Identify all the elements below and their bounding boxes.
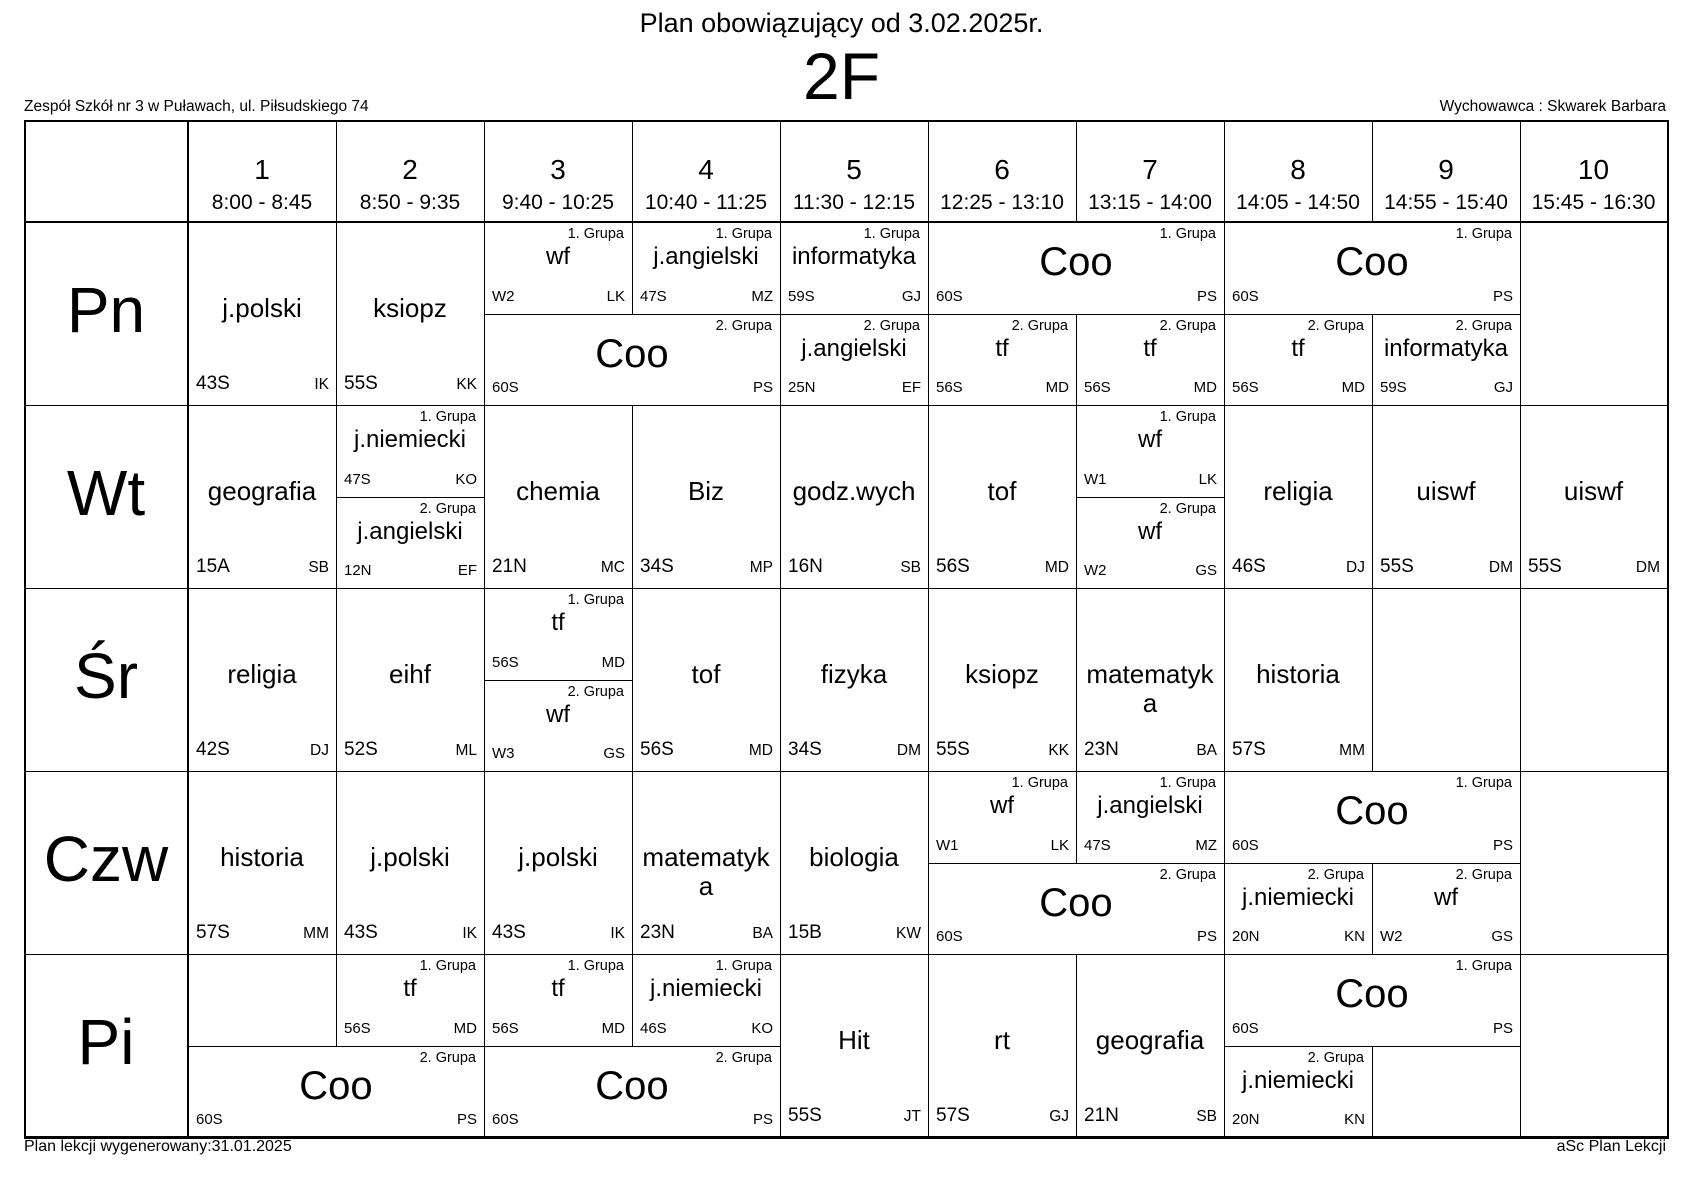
lesson-room: 15B bbox=[788, 922, 822, 943]
lesson-teacher: MD bbox=[1045, 379, 1069, 396]
lesson-teacher: MZ bbox=[1195, 837, 1217, 854]
lesson-subject: matematyka bbox=[642, 841, 770, 901]
lesson-teacher: KO bbox=[751, 1020, 773, 1037]
lesson-teacher: GJ bbox=[901, 288, 921, 305]
lesson-room: 47S bbox=[640, 288, 667, 305]
group-label: 1. Grupa bbox=[1455, 775, 1512, 791]
lesson-room: 42S bbox=[196, 739, 230, 760]
day-label: Czw bbox=[43, 822, 169, 895]
app-name: aSc Plan Lekcji bbox=[1556, 1138, 1666, 1155]
lesson-teacher: MM bbox=[1339, 742, 1365, 759]
day-label: Pi bbox=[77, 1005, 135, 1078]
lesson-subject: fizyka bbox=[820, 658, 888, 689]
lesson-subject: wf bbox=[546, 243, 570, 270]
lesson-room: 56S bbox=[936, 379, 963, 396]
lesson-teacher: DJ bbox=[310, 742, 329, 759]
lesson-room: 56S bbox=[492, 654, 519, 671]
lesson-room: 57S bbox=[936, 1105, 970, 1126]
period-number: 7 bbox=[1142, 154, 1158, 185]
period-time: 14:05 - 14:50 bbox=[1236, 191, 1360, 214]
lesson-subject: Coo bbox=[1039, 240, 1113, 284]
lesson-room: W1 bbox=[1084, 471, 1107, 488]
lesson-subject: uiswf bbox=[1563, 475, 1624, 506]
lesson-subject: j.niemiecki bbox=[1241, 1067, 1355, 1094]
period-number: 9 bbox=[1438, 154, 1454, 185]
lesson-subject: j.angielski bbox=[801, 335, 907, 362]
group-label: 1. Grupa bbox=[419, 958, 476, 974]
lesson-subject: j.niemiecki bbox=[1241, 884, 1355, 911]
lesson-room: 55S bbox=[1380, 556, 1414, 577]
period-number: 5 bbox=[846, 154, 862, 185]
empty-cell-right bbox=[1667, 771, 1668, 954]
lesson-subject: Hit bbox=[838, 1024, 870, 1055]
lesson-cell-bottom bbox=[928, 1137, 1077, 1138]
lesson-subject: godz.wych bbox=[792, 475, 916, 506]
lesson-subject: Coo bbox=[299, 1064, 373, 1108]
lesson-teacher: IK bbox=[462, 925, 477, 942]
lesson-teacher: IK bbox=[610, 925, 625, 942]
period-time: 8:50 - 9:35 bbox=[359, 191, 461, 214]
lesson-teacher: MD bbox=[601, 654, 625, 671]
page-title: Plan obowiązujący od 3.02.2025r. bbox=[639, 8, 1044, 38]
lesson-teacher: PS bbox=[1492, 288, 1513, 305]
group-label: 2. Grupa bbox=[863, 318, 920, 334]
lesson-room: 23N bbox=[1084, 739, 1119, 760]
lesson-room: 20N bbox=[1232, 1111, 1260, 1128]
lesson-subject: wf bbox=[1434, 884, 1458, 911]
group-label: 2. Grupa bbox=[1455, 867, 1512, 883]
group-label: 1. Grupa bbox=[567, 958, 624, 974]
lesson-room: 57S bbox=[196, 922, 230, 943]
lesson-cell-bottom bbox=[780, 1137, 929, 1138]
lesson-room: 46S bbox=[640, 1020, 667, 1037]
lesson-subject: j.polski bbox=[518, 841, 598, 872]
lesson-room: W2 bbox=[492, 288, 515, 305]
lesson-subject: tf bbox=[995, 335, 1009, 362]
lesson-teacher: EF bbox=[901, 379, 921, 396]
lesson-room: W2 bbox=[1084, 562, 1107, 579]
lesson-subject: tf bbox=[403, 975, 417, 1002]
lesson-room: 43S bbox=[492, 922, 526, 943]
lesson-teacher: DJ bbox=[1346, 559, 1365, 576]
lesson-room: 55S bbox=[788, 1105, 822, 1126]
group-label: 1. Grupa bbox=[567, 592, 624, 608]
lesson-teacher: IK bbox=[314, 376, 329, 393]
group-label: 1. Grupa bbox=[1159, 775, 1216, 791]
period-number: 6 bbox=[994, 154, 1010, 185]
period-time: 14:55 - 15:40 bbox=[1384, 191, 1508, 214]
lesson-room: 55S bbox=[936, 739, 970, 760]
lesson-subject: Coo bbox=[1335, 789, 1409, 833]
period-time: 8:00 - 8:45 bbox=[211, 191, 313, 214]
lesson-teacher: BA bbox=[1196, 742, 1217, 759]
empty-cell-right bbox=[1667, 588, 1668, 771]
lesson-cell-right bbox=[1372, 1046, 1373, 1138]
lesson-room: 47S bbox=[1084, 837, 1111, 854]
lesson-subject: chemia bbox=[516, 475, 600, 506]
lesson-teacher: MC bbox=[600, 559, 625, 576]
lesson-room: 52S bbox=[344, 739, 378, 760]
lesson-teacher: KN bbox=[1344, 928, 1365, 945]
lesson-teacher: DM bbox=[1488, 559, 1513, 576]
lesson-room: 20N bbox=[1232, 928, 1260, 945]
lesson-subject: tf bbox=[1291, 335, 1305, 362]
lesson-subject: j.polski bbox=[222, 292, 302, 323]
lesson-teacher: SB bbox=[308, 559, 329, 576]
lesson-room: 56S bbox=[640, 739, 674, 760]
lesson-room: 60S bbox=[492, 379, 519, 396]
group-label: 2. Grupa bbox=[1455, 318, 1512, 334]
lesson-teacher: DM bbox=[1635, 559, 1660, 576]
lesson-teacher: KW bbox=[896, 925, 921, 942]
lesson-teacher: PS bbox=[1492, 1020, 1513, 1037]
school-name: Zespół Szkół nr 3 w Puławach, ul. Piłsudskiego 74 bbox=[24, 98, 369, 115]
lesson-subject: wf bbox=[546, 701, 570, 728]
group-label: 2. Grupa bbox=[1307, 1050, 1364, 1066]
lesson-room: 60S bbox=[1232, 288, 1259, 305]
lesson-room: 12N bbox=[344, 562, 372, 579]
group-label: 2. Grupa bbox=[419, 501, 476, 517]
lesson-subject: Coo bbox=[595, 332, 669, 376]
lesson-room: 60S bbox=[936, 928, 963, 945]
lesson-teacher: MD bbox=[748, 742, 773, 759]
lesson-subject: j.angielski bbox=[653, 243, 759, 270]
group-label: 1. Grupa bbox=[1455, 226, 1512, 242]
lesson-room: 57S bbox=[1232, 739, 1266, 760]
lesson-teacher: BA bbox=[752, 925, 773, 942]
lesson-teacher: KK bbox=[1048, 742, 1069, 759]
generated-date: Plan lekcji wygenerowany:31.01.2025 bbox=[24, 1138, 292, 1155]
lesson-room: 21N bbox=[1084, 1105, 1119, 1126]
lesson-teacher: PS bbox=[1196, 288, 1217, 305]
lesson-subject: wf bbox=[1138, 518, 1162, 545]
empty-cell-left bbox=[1520, 771, 1521, 954]
lesson-teacher: MD bbox=[1044, 559, 1069, 576]
lesson-subject: j.niemiecki bbox=[649, 975, 763, 1002]
lesson-teacher: KK bbox=[456, 376, 477, 393]
empty-cell-left bbox=[1372, 588, 1373, 771]
lesson-subject: informatyka bbox=[791, 243, 917, 270]
lesson-room: 34S bbox=[640, 556, 674, 577]
lesson-subject: geografia bbox=[207, 475, 317, 506]
period-number: 10 bbox=[1577, 154, 1610, 185]
group-label: 1. Grupa bbox=[419, 409, 476, 425]
lesson-teacher: ML bbox=[455, 742, 477, 759]
group-label: 1. Grupa bbox=[1455, 958, 1512, 974]
lesson-subject: historia bbox=[220, 841, 304, 872]
lesson-teacher: MD bbox=[1193, 379, 1217, 396]
period-number: 2 bbox=[402, 154, 418, 185]
lesson-teacher: PS bbox=[1196, 928, 1217, 945]
period-time: 9:40 - 10:25 bbox=[501, 191, 615, 214]
lesson-teacher: LK bbox=[1050, 837, 1069, 854]
lesson-teacher: KN bbox=[1344, 1111, 1365, 1128]
empty-cell-left bbox=[1520, 954, 1521, 1137]
lesson-room: 47S bbox=[344, 471, 371, 488]
lesson-room: 55S bbox=[1528, 556, 1562, 577]
group-label: 2. Grupa bbox=[1159, 501, 1216, 517]
lesson-subject: j.angielski bbox=[357, 518, 463, 545]
lesson-room: 59S bbox=[1380, 379, 1407, 396]
lesson-room: 60S bbox=[1232, 837, 1259, 854]
lesson-teacher: GJ bbox=[1493, 379, 1513, 396]
group-label: 2. Grupa bbox=[1307, 867, 1364, 883]
lesson-teacher: LK bbox=[1198, 471, 1217, 488]
period-number: 4 bbox=[698, 154, 714, 185]
lesson-teacher: KO bbox=[455, 471, 477, 488]
lesson-subject: historia bbox=[1256, 658, 1340, 689]
day-label: Wt bbox=[66, 456, 146, 529]
period-time: 10:40 - 11:25 bbox=[644, 191, 768, 214]
lesson-subject: rt bbox=[994, 1024, 1010, 1055]
period-number: 1 bbox=[254, 154, 270, 185]
lesson-subject: tof bbox=[691, 658, 721, 689]
empty-cell-left bbox=[1520, 588, 1521, 771]
day-label: Śr bbox=[74, 639, 138, 712]
lesson-subject: informatyka bbox=[1383, 335, 1509, 362]
lesson-room: 56S bbox=[492, 1020, 519, 1037]
lesson-teacher: SB bbox=[900, 559, 921, 576]
lesson-teacher: PS bbox=[456, 1111, 477, 1128]
lesson-teacher: MP bbox=[749, 559, 773, 576]
lesson-room: 56S bbox=[1232, 379, 1259, 396]
lesson-room: W3 bbox=[492, 745, 515, 762]
lesson-subject: tf bbox=[551, 975, 565, 1002]
lesson-room: 46S bbox=[1232, 556, 1266, 577]
lesson-teacher: MD bbox=[1341, 379, 1365, 396]
lesson-teacher: GS bbox=[603, 745, 625, 762]
lesson-subject: j.niemiecki bbox=[353, 426, 467, 453]
group-label: 1. Grupa bbox=[567, 226, 624, 242]
group-label: 1. Grupa bbox=[1159, 226, 1216, 242]
lesson-subject: geografia bbox=[1095, 1024, 1205, 1055]
group-label: 2. Grupa bbox=[1011, 318, 1068, 334]
lesson-room: 60S bbox=[492, 1111, 519, 1128]
lesson-room: 60S bbox=[936, 288, 963, 305]
lesson-room: 15A bbox=[196, 556, 230, 577]
lesson-subject: wf bbox=[1138, 426, 1162, 453]
lesson-room: 23N bbox=[640, 922, 675, 943]
class-tutor: Wychowawca : Skwarek Barbara bbox=[1439, 98, 1666, 115]
lesson-subject: j.angielski bbox=[1097, 792, 1203, 819]
table-border-left bbox=[24, 120, 26, 1139]
lesson-teacher: PS bbox=[752, 379, 773, 396]
lesson-subject: matematyka bbox=[1086, 658, 1214, 718]
group-label: 1. Grupa bbox=[715, 958, 772, 974]
period-number: 8 bbox=[1290, 154, 1306, 185]
lesson-subject: Coo bbox=[1335, 240, 1409, 284]
lesson-subject: eihf bbox=[389, 658, 431, 689]
lesson-subject: religia bbox=[227, 658, 297, 689]
lesson-teacher: SB bbox=[1196, 1108, 1217, 1125]
lesson-room: 60S bbox=[1232, 1020, 1259, 1037]
lesson-subject: uiswf bbox=[1416, 475, 1476, 506]
lesson-teacher: GJ bbox=[1049, 1108, 1069, 1125]
lesson-teacher: PS bbox=[1492, 837, 1513, 854]
group-label: 2. Grupa bbox=[567, 684, 624, 700]
empty-cell-right bbox=[1667, 954, 1668, 1137]
lesson-teacher: LK bbox=[606, 288, 625, 305]
lesson-subject: tof bbox=[987, 475, 1017, 506]
lesson-teacher: DM bbox=[896, 742, 921, 759]
group-label: 2. Grupa bbox=[1159, 867, 1216, 883]
lesson-teacher: GS bbox=[1195, 562, 1217, 579]
lesson-subject: Biz bbox=[687, 475, 725, 506]
lesson-room: W1 bbox=[936, 837, 959, 854]
group-label: 2. Grupa bbox=[1307, 318, 1364, 334]
period-time: 13:15 - 14:00 bbox=[1088, 191, 1212, 214]
period-time: 12:25 - 13:10 bbox=[940, 191, 1064, 214]
lesson-teacher: GS bbox=[1491, 928, 1513, 945]
lesson-teacher: MD bbox=[453, 1020, 477, 1037]
lesson-subject: ksiopz bbox=[373, 292, 447, 323]
lesson-room: 59S bbox=[788, 288, 815, 305]
group-label: 2. Grupa bbox=[419, 1050, 476, 1066]
lesson-teacher: PS bbox=[752, 1111, 773, 1128]
lesson-cell-bottom bbox=[1076, 1137, 1225, 1138]
lesson-room: 25N bbox=[788, 379, 816, 396]
empty-cell-right bbox=[1667, 222, 1668, 405]
lesson-room: 56S bbox=[344, 1020, 371, 1037]
lesson-room: 43S bbox=[344, 922, 378, 943]
lesson-subject: j.polski bbox=[370, 841, 450, 872]
group-label: 2. Grupa bbox=[1159, 318, 1216, 334]
lesson-room: W2 bbox=[1380, 928, 1403, 945]
lesson-subject: tf bbox=[1143, 335, 1157, 362]
lesson-subject: Coo bbox=[595, 1064, 669, 1108]
empty-cell-left bbox=[1520, 222, 1521, 405]
period-number: 3 bbox=[550, 154, 566, 185]
group-label: 2. Grupa bbox=[715, 1050, 772, 1066]
lesson-subject: religia bbox=[1263, 475, 1333, 506]
class-name: 2F bbox=[802, 39, 881, 113]
lesson-subject: Coo bbox=[1039, 881, 1113, 925]
lesson-cell-bottom bbox=[1224, 1137, 1373, 1138]
lesson-subject: wf bbox=[990, 792, 1014, 819]
lesson-cell-bottom bbox=[484, 1137, 781, 1138]
lesson-room: 43S bbox=[196, 373, 230, 394]
period-time: 15:45 - 16:30 bbox=[1531, 191, 1656, 214]
table-border-top bbox=[24, 120, 1667, 122]
group-label: 2. Grupa bbox=[715, 318, 772, 334]
lesson-subject: tf bbox=[551, 609, 565, 636]
lesson-cell-right bbox=[1667, 405, 1668, 589]
group-label: 1. Grupa bbox=[863, 226, 920, 242]
lesson-teacher: MZ bbox=[751, 288, 773, 305]
lesson-room: 60S bbox=[196, 1111, 223, 1128]
lesson-room: 56S bbox=[936, 556, 970, 577]
lesson-teacher: EF bbox=[457, 562, 477, 579]
group-label: 1. Grupa bbox=[715, 226, 772, 242]
lesson-room: 21N bbox=[492, 556, 527, 577]
lesson-room: 34S bbox=[788, 739, 822, 760]
day-label: Pn bbox=[66, 273, 146, 346]
lesson-teacher: MD bbox=[601, 1020, 625, 1037]
lesson-room: 55S bbox=[344, 373, 378, 394]
period-time: 11:30 - 12:15 bbox=[792, 191, 916, 214]
group-label: 1. Grupa bbox=[1011, 775, 1068, 791]
lesson-teacher: MM bbox=[303, 925, 329, 942]
group-label: 1. Grupa bbox=[1159, 409, 1216, 425]
lesson-subject: ksiopz bbox=[965, 658, 1039, 689]
lesson-room: 56S bbox=[1084, 379, 1111, 396]
lesson-teacher: JT bbox=[903, 1108, 921, 1125]
lesson-room: 16N bbox=[788, 556, 823, 577]
lesson-subject: Coo bbox=[1335, 972, 1409, 1016]
lesson-subject: biologia bbox=[809, 841, 899, 872]
